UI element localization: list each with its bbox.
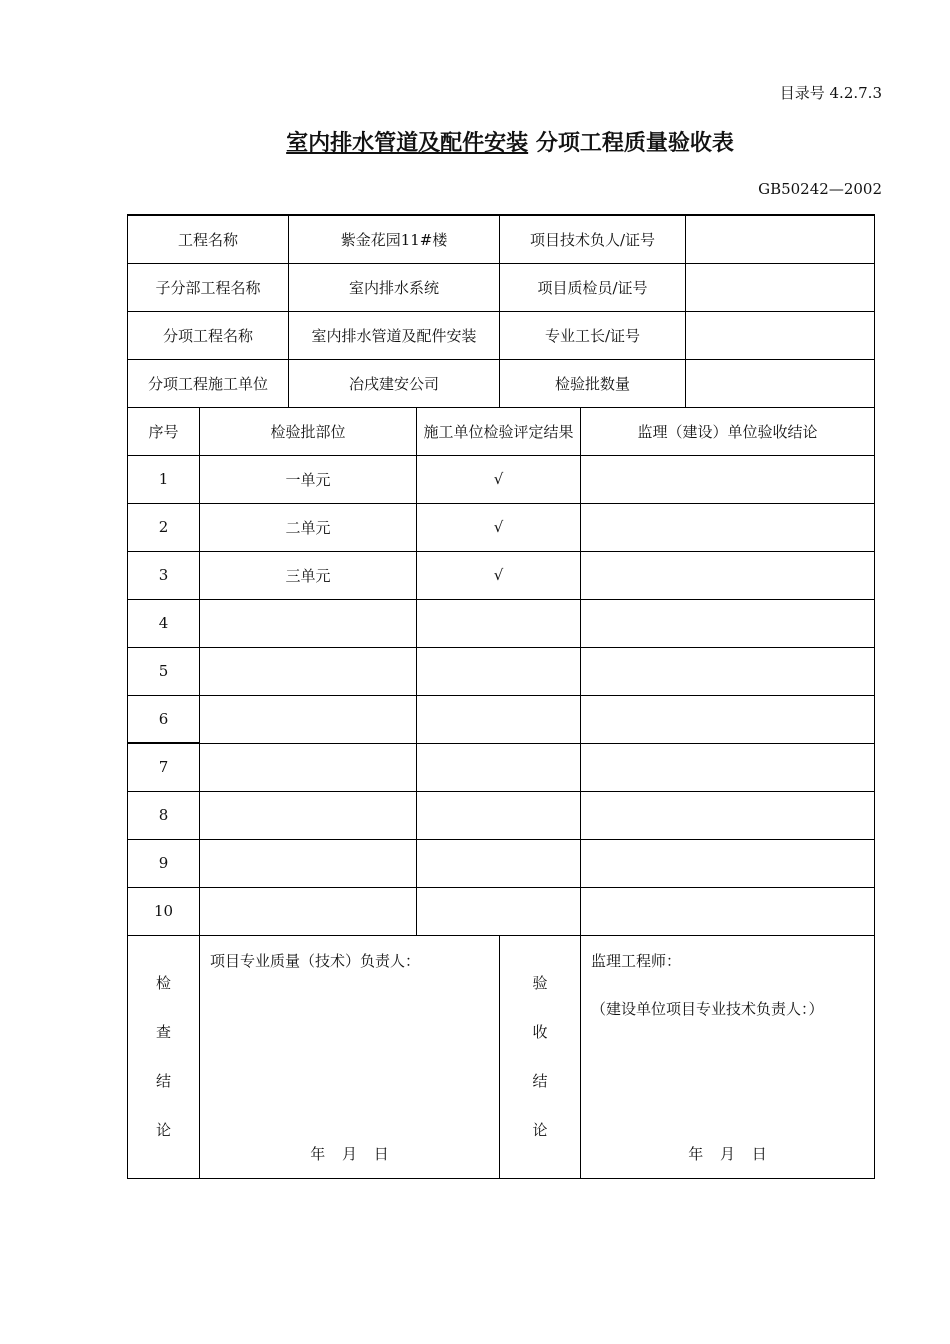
row-result xyxy=(417,743,581,791)
info-label: 检验批数量 xyxy=(500,359,686,407)
row-conclusion xyxy=(581,887,875,935)
row-seq: 8 xyxy=(128,791,200,839)
info-row xyxy=(128,311,875,359)
page-title xyxy=(0,126,950,157)
row-location xyxy=(200,743,417,791)
header-construction: 施工单位检验评定结果 xyxy=(417,407,581,455)
row-conclusion xyxy=(581,455,875,503)
row-result xyxy=(417,599,581,647)
label-char: 验 xyxy=(532,974,548,992)
info-value xyxy=(686,311,875,359)
info-label: 子分部工程名称 xyxy=(128,263,289,311)
info-row xyxy=(128,215,875,263)
label-char: 论 xyxy=(155,1121,171,1139)
info-label: 项目质检员/证号 xyxy=(500,263,686,311)
header-seq: 序号 xyxy=(128,407,200,455)
table-row xyxy=(128,791,875,839)
row-seq: 10 xyxy=(128,887,200,935)
row-seq: 6 xyxy=(128,695,200,743)
row-conclusion xyxy=(581,839,875,887)
info-label: 分项工程施工单位 xyxy=(128,359,289,407)
check-conclusion-label xyxy=(128,935,200,1178)
row-location xyxy=(200,695,417,743)
check-conclusion-box xyxy=(200,935,500,1178)
info-value: 室内排水管道及配件安装 xyxy=(289,311,500,359)
info-row xyxy=(128,263,875,311)
label-char: 结 xyxy=(532,1072,548,1090)
acceptance-date: 年 月 日 xyxy=(688,1144,767,1163)
row-result: √ xyxy=(417,503,581,551)
row-seq: 7 xyxy=(128,743,200,791)
table-row xyxy=(128,455,875,503)
label-char: 结 xyxy=(155,1072,171,1090)
row-result xyxy=(417,839,581,887)
row-location xyxy=(200,887,417,935)
row-seq: 9 xyxy=(128,839,200,887)
table-row xyxy=(128,695,875,743)
info-label: 工程名称 xyxy=(128,215,289,263)
inspection-table xyxy=(127,214,875,1179)
row-result xyxy=(417,647,581,695)
row-location: 三单元 xyxy=(200,551,417,599)
row-location xyxy=(200,647,417,695)
row-location xyxy=(200,599,417,647)
row-seq: 4 xyxy=(128,599,200,647)
acceptance-conclusion-label xyxy=(500,935,581,1178)
table-row xyxy=(128,887,875,935)
info-value xyxy=(686,215,875,263)
info-label: 项目技术负人/证号 xyxy=(500,215,686,263)
catalog-number: 目录号 4.2.7.3 xyxy=(779,84,882,102)
row-seq: 3 xyxy=(128,551,200,599)
row-conclusion xyxy=(581,695,875,743)
info-value xyxy=(686,359,875,407)
row-conclusion xyxy=(581,599,875,647)
table-row xyxy=(128,551,875,599)
row-conclusion xyxy=(581,551,875,599)
label-char: 检 xyxy=(155,974,171,992)
info-value: 冶戌建安公司 xyxy=(289,359,500,407)
row-conclusion xyxy=(581,791,875,839)
table-row xyxy=(128,743,875,791)
conclusion-row xyxy=(128,935,875,1178)
row-location: 一单元 xyxy=(200,455,417,503)
supervision-engineer-label: 监理工程师： xyxy=(591,951,682,970)
table-row xyxy=(128,839,875,887)
header-location: 检验批部位 xyxy=(200,407,417,455)
title-underlined: 室内排水管道及配件安装 xyxy=(286,131,529,156)
check-date: 年 月 日 xyxy=(310,1144,389,1163)
table-row xyxy=(128,647,875,695)
standard-code: GB50242—2002 xyxy=(758,180,882,198)
row-conclusion xyxy=(581,647,875,695)
info-row xyxy=(128,359,875,407)
row-conclusion xyxy=(581,743,875,791)
owner-responsible-label: （建设单位项目专业技术负责人：） xyxy=(591,999,824,1018)
label-char: 论 xyxy=(532,1121,548,1139)
table-header-row xyxy=(128,407,875,455)
table-row xyxy=(128,599,875,647)
row-seq: 5 xyxy=(128,647,200,695)
row-seq: 1 xyxy=(128,455,200,503)
header-supervision: 监理（建设）单位验收结论 xyxy=(581,407,875,455)
row-result xyxy=(417,695,581,743)
title-rest: 分项工程质量验收表 xyxy=(535,131,734,156)
acceptance-conclusion-box xyxy=(581,935,875,1178)
row-result xyxy=(417,887,581,935)
info-label: 专业工长/证号 xyxy=(500,311,686,359)
row-conclusion xyxy=(581,503,875,551)
row-result xyxy=(417,791,581,839)
row-location xyxy=(200,839,417,887)
label-char: 收 xyxy=(532,1023,548,1041)
table-row xyxy=(128,503,875,551)
info-value: 室内排水系统 xyxy=(289,263,500,311)
row-location xyxy=(200,791,417,839)
info-label: 分项工程名称 xyxy=(128,311,289,359)
row-result: √ xyxy=(417,455,581,503)
info-value: 紫金花园11#楼 xyxy=(289,215,500,263)
responsible-person-label: 项目专业质量（技术）负责人： xyxy=(210,951,421,970)
row-location: 二单元 xyxy=(200,503,417,551)
label-char: 查 xyxy=(155,1023,171,1041)
row-seq: 2 xyxy=(128,503,200,551)
row-result: √ xyxy=(417,551,581,599)
info-value xyxy=(686,263,875,311)
